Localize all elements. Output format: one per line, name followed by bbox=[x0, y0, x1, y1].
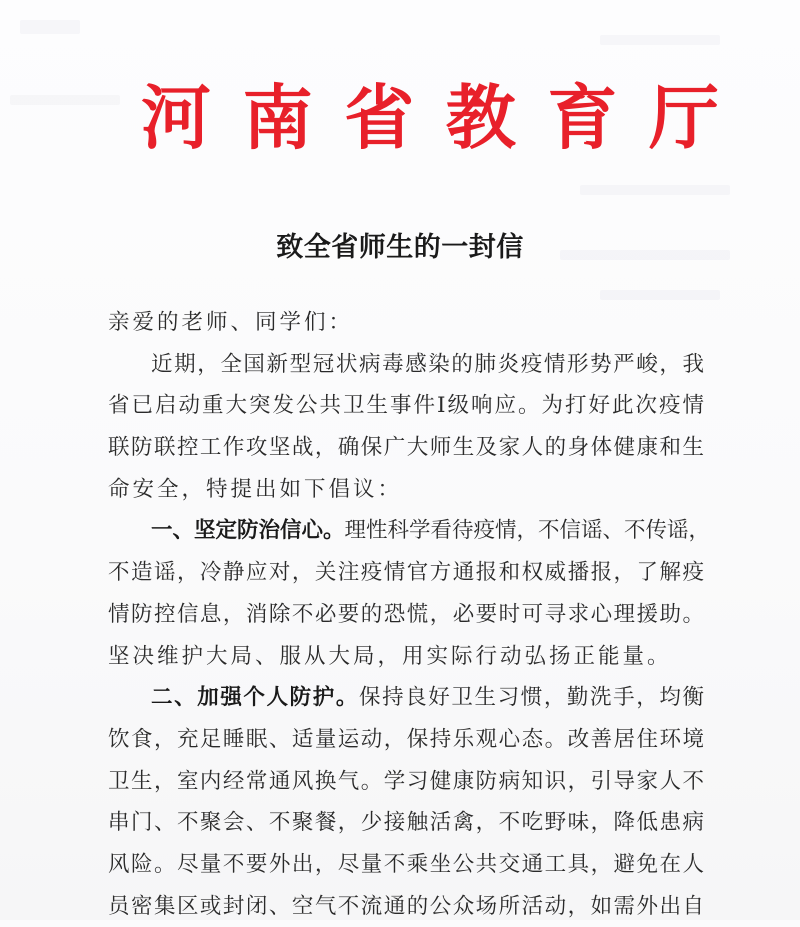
body-line bbox=[108, 594, 704, 636]
body-line bbox=[108, 427, 704, 469]
body-line-text: 饮食，充足睡眠、适量运动，保持乐观心态。改善居住环境 bbox=[108, 726, 706, 752]
body-line bbox=[108, 469, 704, 511]
salutation-text: 亲爱的老师、同学们： bbox=[108, 310, 354, 335]
body-line-text: 近期，全国新型冠状病毒感染的肺炎疫情形势严峻，我 bbox=[151, 351, 706, 377]
body-line bbox=[108, 761, 704, 803]
body-line-text: 串门、不聚会、不聚餐，少接触活禽，不吃野味，降低患病 bbox=[108, 810, 706, 836]
body-line-text: 坚决维护大局、服从大局，用实际行动弘扬正能量。 bbox=[108, 643, 672, 669]
letterhead-char: 厅 bbox=[648, 76, 719, 159]
body-line-text: 风险。尽量不要外出，尽量不乘坐公共交通工具，避免在人 bbox=[108, 851, 706, 877]
letterhead-char: 育 bbox=[547, 76, 618, 159]
body-line-text: 保持良好卫生习惯，勤洗手，均衡 bbox=[358, 685, 706, 711]
body-line bbox=[108, 344, 704, 386]
letterhead-char: 教 bbox=[445, 76, 516, 159]
scan-artifact bbox=[600, 290, 720, 300]
body-line-text: 员密集区或封闭、空气不流通的公众场所活动，如需外出自 bbox=[108, 893, 706, 919]
body-line bbox=[108, 844, 704, 886]
body-line-text: 理性科学看待疫情，不信谣、不传谣， bbox=[344, 518, 711, 544]
letterhead bbox=[140, 78, 720, 158]
body-line-text: 省已启动重大突发公共卫生事件Ⅰ级响应。为打好此次疫情 bbox=[108, 393, 706, 419]
scan-artifact bbox=[580, 185, 730, 195]
section-1-first-line bbox=[108, 510, 711, 552]
body-line-text: 不造谣，冷静应对，关注疫情官方通报和权威播报，了解疫 bbox=[108, 560, 706, 586]
letter-body bbox=[108, 302, 711, 927]
letterhead-char: 南 bbox=[242, 76, 313, 159]
body-line bbox=[108, 636, 704, 678]
section-heading: 一、坚定防治信心。 bbox=[151, 518, 345, 544]
letterhead-char: 省 bbox=[344, 76, 415, 159]
salutation bbox=[108, 302, 704, 344]
body-line bbox=[108, 552, 704, 594]
body-line bbox=[108, 719, 704, 761]
scan-artifact bbox=[20, 20, 80, 34]
body-line-text: 命安全，特提出如下倡议： bbox=[108, 476, 403, 502]
section-heading: 二、加强个人防护。 bbox=[151, 685, 359, 711]
section-2-first-line bbox=[108, 677, 704, 719]
body-line-text: 情防控信息，消除不必要的恐慌，必要时可寻求心理援助。 bbox=[108, 601, 706, 627]
body-line bbox=[108, 385, 704, 427]
letter-title: 致全省师生的一封信 bbox=[276, 232, 524, 263]
body-line-text: 卫生，室内经常通风换气。学习健康防病知识，引导家人不 bbox=[108, 768, 706, 794]
scan-artifact bbox=[10, 95, 120, 105]
scan-artifact bbox=[600, 35, 720, 45]
body-line-text: 联防联控工作攻坚战，确保广大师生及家人的身体健康和生 bbox=[108, 435, 706, 461]
letterhead-char: 河 bbox=[141, 76, 211, 159]
body-line bbox=[108, 886, 704, 927]
body-line bbox=[108, 802, 704, 844]
